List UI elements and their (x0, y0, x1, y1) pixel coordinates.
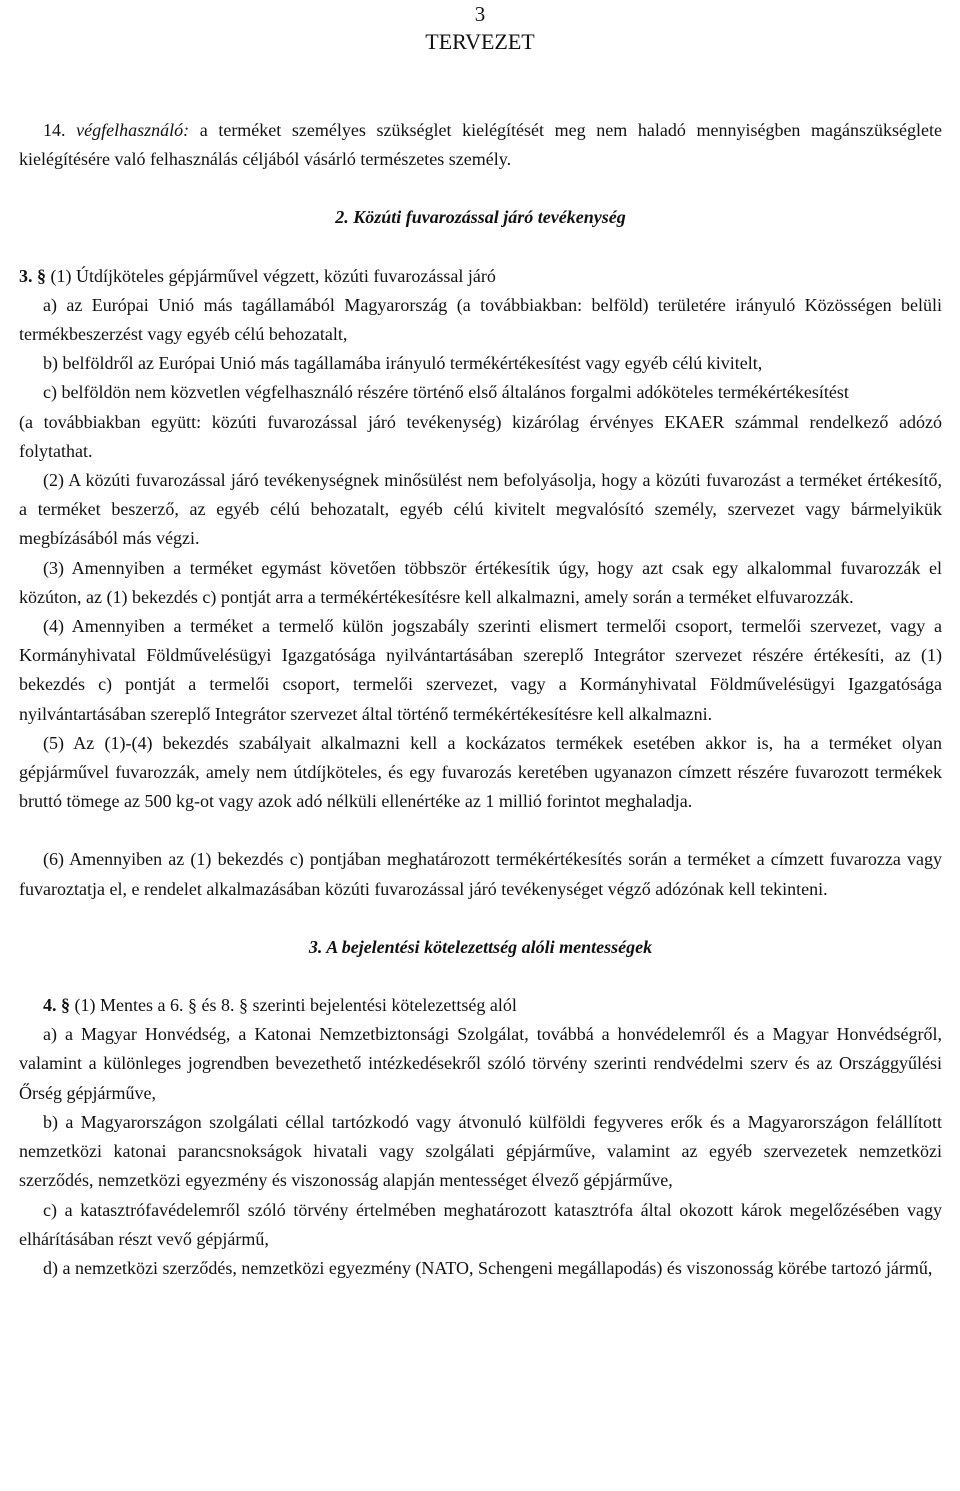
article-3-paragraph-3: (3) Amennyiben a terméket egymást követően többször értékesítik úgy, hogy azt csak egy alkalommal fuvarozzák el közúton, az (1) bekezdés c) pontját arra a termékértékesítésre kell alkalmazni, amely során a terméket elfuvarozzák. (19, 557, 942, 607)
article-4-point-b: b) a Magyarországon szolgálati céllal tartózkodó vagy átvonuló külföldi fegyveres erők és a Magyarországon felállított nemzetközi katonai parancsnokságok hivatali vagy szolgálati gépjárműve, valamint az egyéb szervezetek nemzetközi szerződés, nemzetközi egyezmény és viszonosság alapján mentességet élvező gépjárműve, (19, 1111, 942, 1191)
article-4-intro (19, 991, 942, 1020)
spacer (19, 904, 942, 933)
article-3-paragraph-2: (2) A közúti fuvarozással járó tevékenységnek minősülést nem befolyásolja, hogy a közúti fuvarozást a terméket értékesítő, a terméket beszerző, az egyéb célú behozatalt, egyéb célú kivitelt megvalósító személy, szervezet vagy bármelyikük megbízásából más végzi. (19, 470, 942, 549)
spacer (19, 233, 942, 262)
definition-number: 14. (43, 120, 66, 140)
article-3-paragraph-4: (4) Amennyiben a terméket a termelő külön jogszabály szerinti elismert termelői csoport, termelői szervezet, vagy a Kormányhivatal Földművelésügyi Igazgatósága nyilvántartásában szereplő Integrátor szervezet részére értékesíti, az (1) bekezdés c) pontját a termelői csoport, termelői szervezet, vagy a Kormányhivatal Földművelésügyi Igazgatósága nyilvántartásában szereplő Integrátor szervezet által történő termékértékesítésre kell alkalmazni. (19, 616, 942, 724)
section-sign: § (37, 265, 46, 286)
article-3-point-b: b) belföldről az Európai Unió más tagállamába irányuló termékértékesítést vagy egyéb célú kivitelt, (43, 353, 763, 374)
spacer (19, 816, 942, 845)
article-3-intro (19, 262, 942, 291)
section-sign: § (61, 995, 70, 1016)
spacer (19, 174, 942, 203)
draft-label: TERVEZET (425, 29, 535, 54)
article-3-paragraph-6: (6) Amennyiben az (1) bekezdés c) pontjában meghatározott termékértékesítés során a terméket a címzett fuvarozza vagy fuvaroztatja el, e rendelet alkalmazásában közúti fuvarozással járó tevékenységet végző adózónak kell tekinteni. (19, 849, 942, 899)
article-4-point-d: d) a nemzetközi szerződés, nemzetközi egyezmény (NATO, Schengeni megállapodás) és viszonosság körébe tartozó jármű, (43, 1257, 933, 1278)
definition-term: végfelhasználó: (76, 120, 190, 140)
definition-text: a terméket személyes szükséglet kielégítését meg nem haladó mennyiségben magánszükséglete kielégítésére való felhasználás céljából vásárló természetes személy. (19, 120, 942, 170)
article-3-point-c: c) belföldön nem közvetlen végfelhasználó részére történő első általános forgalmi adóköteles termékértékesítést (43, 382, 849, 403)
article-number: 4. (43, 995, 57, 1016)
article-intro-text: (1) Mentes a 6. § és 8. § szerinti bejelentési kötelezettség alól (70, 995, 517, 1016)
section-heading-2: 2. Közúti fuvarozással járó tevékenység (335, 207, 626, 228)
article-4-point-c: c) a katasztrófavédelemről szóló törvény értelmében meghatározott katasztrófa által okozott károk megelőzésében vagy elhárításában részt vevő gépjármű, (19, 1199, 942, 1249)
article-3-paragraph-5: (5) Az (1)-(4) bekezdés szabályait alkalmazni kell a kockázatos termékek esetében akkor is, ha a terméket olyan gépjárművel fuvarozzák, amely nem útdíjköteles, és egy fuvarozás keretében ugyanazon címzett részére fuvarozott termékek bruttó tömege az 500 kg-ot vagy azok adó nélküli ellenértéke az 1 millió forintot meghaladja. (19, 732, 942, 812)
article-3-point-a: a) az Európai Unió más tagállamából Magyarország (a továbbiakban: belföld) területére irányuló Közösségen belüli termékbeszerzést vagy egyéb célú behozatalt, (19, 294, 942, 345)
spacer (19, 962, 942, 991)
article-3-closing: (a továbbiakban együtt: közúti fuvarozással járó tevékenység) kizárólag érvényes EKAER számmal rendelkező adózó folytathat. (19, 411, 942, 461)
section-heading-3: 3. A bejelentési kötelezettség alóli mentességek (308, 936, 653, 957)
article-number: 3. (19, 265, 33, 286)
article-4-point-a: a) a Magyar Honvédség, a Katonai Nemzetbiztonsági Szolgálat, továbbá a honvédelemről és a Magyar Honvédségről, valamint a különleges jogrendben bevezethető intézkedésekről szóló törvény szerinti rendvédelmi szerv és az Országgyűlési Őrség gépjárműve, (19, 1024, 942, 1103)
definition-14 (19, 116, 942, 174)
article-intro-text: (1) Útdíjköteles gépjárművel végzett, közúti fuvarozással járó (46, 265, 496, 286)
document-body (19, 116, 942, 1283)
page-number: 3 (474, 2, 486, 26)
